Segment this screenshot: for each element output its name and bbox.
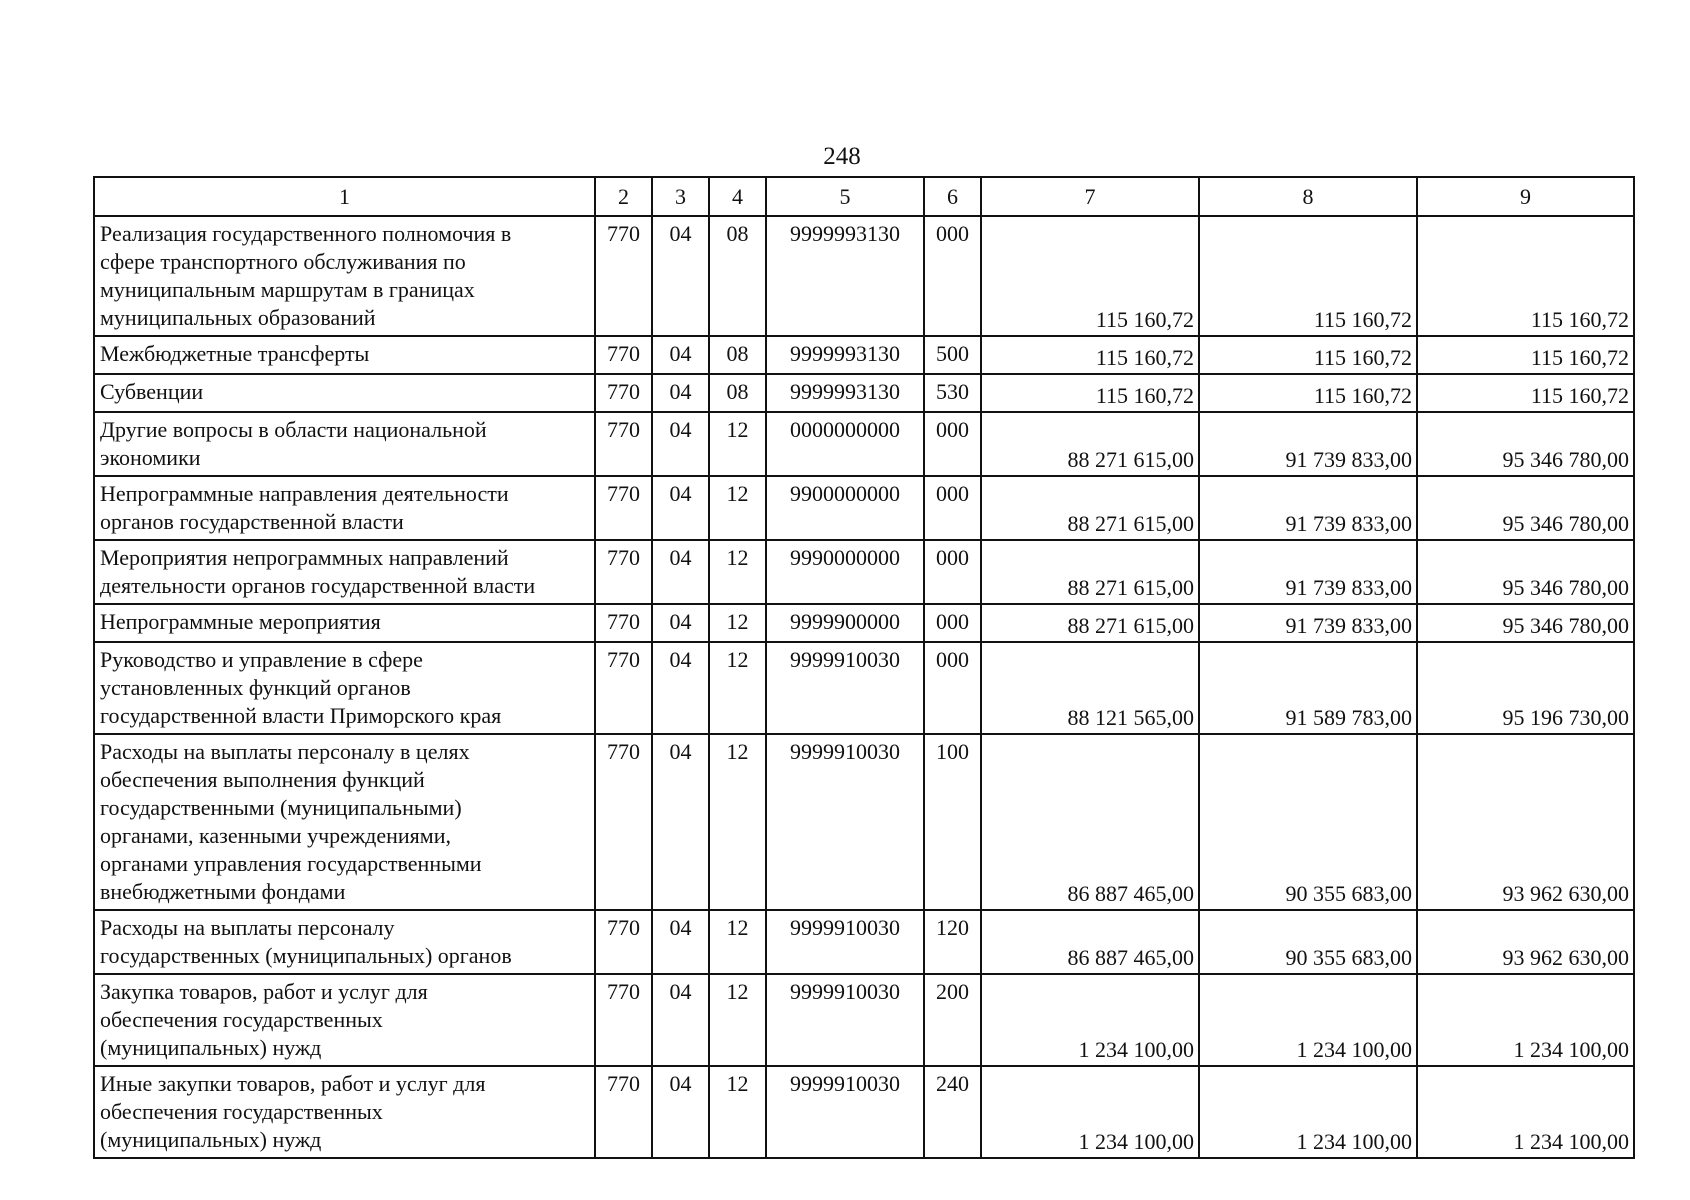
row-name: Реализация государственного полномочия в сфере транспортного обслуживания по муниципальным маршрутам в границах муниципальных образований bbox=[94, 216, 595, 336]
column-header: 7 bbox=[981, 177, 1199, 216]
table-row bbox=[94, 336, 1634, 374]
table-row bbox=[94, 642, 1634, 734]
cell-amount-7: 88 271 615,00 bbox=[981, 476, 1199, 540]
cell-code-3: 04 bbox=[652, 476, 709, 540]
column-header: 8 bbox=[1199, 177, 1417, 216]
cell-code-4: 12 bbox=[709, 540, 766, 604]
cell-amount-9: 93 962 630,00 bbox=[1417, 910, 1634, 974]
cell-code-6: 000 bbox=[924, 476, 981, 540]
cell-code-2: 770 bbox=[595, 540, 652, 604]
cell-code-4: 08 bbox=[709, 216, 766, 336]
cell-code-2: 770 bbox=[595, 412, 652, 476]
cell-code-6: 530 bbox=[924, 374, 981, 412]
cell-code-4: 12 bbox=[709, 604, 766, 642]
table-row bbox=[94, 974, 1634, 1066]
cell-code-2: 770 bbox=[595, 1066, 652, 1158]
cell-amount-9: 95 346 780,00 bbox=[1417, 540, 1634, 604]
cell-amount-7: 88 271 615,00 bbox=[981, 412, 1199, 476]
cell-amount-7: 88 121 565,00 bbox=[981, 642, 1199, 734]
table-row bbox=[94, 476, 1634, 540]
cell-code-3: 04 bbox=[652, 604, 709, 642]
cell-amount-9: 95 346 780,00 bbox=[1417, 412, 1634, 476]
cell-code-5: 9990000000 bbox=[766, 540, 924, 604]
cell-code-3: 04 bbox=[652, 540, 709, 604]
row-name: Расходы на выплаты персоналу в целях обеспечения выполнения функций государственными (муниципальными) органами, казенными учреждениями, органами управления государственными внебюджетными фондами bbox=[94, 734, 595, 910]
table-row bbox=[94, 374, 1634, 412]
cell-amount-8: 1 234 100,00 bbox=[1199, 974, 1417, 1066]
cell-amount-8: 91 739 833,00 bbox=[1199, 476, 1417, 540]
row-name: Закупка товаров, работ и услуг для обеспечения государственных (муниципальных) нужд bbox=[94, 974, 595, 1066]
header-row bbox=[94, 177, 1634, 216]
cell-amount-8: 1 234 100,00 bbox=[1199, 1066, 1417, 1158]
cell-amount-7: 115 160,72 bbox=[981, 216, 1199, 336]
cell-amount-7: 115 160,72 bbox=[981, 374, 1199, 412]
table-row bbox=[94, 216, 1634, 336]
cell-code-6: 000 bbox=[924, 216, 981, 336]
cell-amount-9: 115 160,72 bbox=[1417, 216, 1634, 336]
cell-amount-8: 115 160,72 bbox=[1199, 216, 1417, 336]
cell-code-2: 770 bbox=[595, 604, 652, 642]
cell-amount-9: 1 234 100,00 bbox=[1417, 974, 1634, 1066]
cell-code-3: 04 bbox=[652, 336, 709, 374]
row-name: Непрограммные мероприятия bbox=[94, 604, 595, 642]
cell-amount-7: 1 234 100,00 bbox=[981, 1066, 1199, 1158]
cell-amount-9: 115 160,72 bbox=[1417, 374, 1634, 412]
cell-code-3: 04 bbox=[652, 734, 709, 910]
cell-amount-9: 95 346 780,00 bbox=[1417, 604, 1634, 642]
cell-code-3: 04 bbox=[652, 1066, 709, 1158]
cell-amount-8: 115 160,72 bbox=[1199, 336, 1417, 374]
cell-code-5: 9999910030 bbox=[766, 642, 924, 734]
cell-code-4: 12 bbox=[709, 642, 766, 734]
cell-code-5: 9999910030 bbox=[766, 910, 924, 974]
cell-code-2: 770 bbox=[595, 910, 652, 974]
cell-code-4: 12 bbox=[709, 974, 766, 1066]
column-header: 4 bbox=[709, 177, 766, 216]
cell-code-6: 100 bbox=[924, 734, 981, 910]
cell-code-2: 770 bbox=[595, 336, 652, 374]
cell-code-6: 000 bbox=[924, 540, 981, 604]
cell-code-6: 000 bbox=[924, 604, 981, 642]
column-header: 1 bbox=[94, 177, 595, 216]
cell-code-2: 770 bbox=[595, 974, 652, 1066]
row-name: Расходы на выплаты персоналу государственных (муниципальных) органов bbox=[94, 910, 595, 974]
cell-amount-7: 88 271 615,00 bbox=[981, 604, 1199, 642]
cell-code-4: 12 bbox=[709, 910, 766, 974]
cell-code-4: 12 bbox=[709, 412, 766, 476]
cell-code-6: 000 bbox=[924, 642, 981, 734]
table-body bbox=[94, 216, 1634, 1158]
cell-amount-8: 91 589 783,00 bbox=[1199, 642, 1417, 734]
cell-amount-8: 90 355 683,00 bbox=[1199, 910, 1417, 974]
cell-amount-7: 88 271 615,00 bbox=[981, 540, 1199, 604]
table-row bbox=[94, 604, 1634, 642]
cell-code-5: 0000000000 bbox=[766, 412, 924, 476]
cell-code-6: 500 bbox=[924, 336, 981, 374]
cell-code-4: 08 bbox=[709, 374, 766, 412]
cell-amount-8: 91 739 833,00 bbox=[1199, 540, 1417, 604]
column-header: 6 bbox=[924, 177, 981, 216]
cell-amount-9: 93 962 630,00 bbox=[1417, 734, 1634, 910]
cell-code-3: 04 bbox=[652, 412, 709, 476]
cell-amount-7: 86 887 465,00 bbox=[981, 734, 1199, 910]
budget-table bbox=[93, 176, 1635, 1159]
cell-amount-8: 91 739 833,00 bbox=[1199, 604, 1417, 642]
row-name: Межбюджетные трансферты bbox=[94, 336, 595, 374]
cell-code-4: 08 bbox=[709, 336, 766, 374]
cell-code-4: 12 bbox=[709, 734, 766, 910]
table-row bbox=[94, 540, 1634, 604]
row-name: Другие вопросы в области национальной экономики bbox=[94, 412, 595, 476]
cell-code-5: 9999993130 bbox=[766, 216, 924, 336]
table-row bbox=[94, 910, 1634, 974]
table-row bbox=[94, 412, 1634, 476]
row-name: Руководство и управление в сфере установленных функций органов государственной власти Приморского края bbox=[94, 642, 595, 734]
cell-code-3: 04 bbox=[652, 216, 709, 336]
cell-amount-9: 115 160,72 bbox=[1417, 336, 1634, 374]
row-name: Субвенции bbox=[94, 374, 595, 412]
cell-code-6: 120 bbox=[924, 910, 981, 974]
page-number: 248 bbox=[823, 143, 861, 170]
cell-code-2: 770 bbox=[595, 476, 652, 540]
cell-code-5: 9999910030 bbox=[766, 734, 924, 910]
cell-amount-7: 115 160,72 bbox=[981, 336, 1199, 374]
cell-code-2: 770 bbox=[595, 734, 652, 910]
cell-code-3: 04 bbox=[652, 374, 709, 412]
row-name: Мероприятия непрограммных направлений деятельности органов государственной власти bbox=[94, 540, 595, 604]
cell-amount-9: 95 346 780,00 bbox=[1417, 476, 1634, 540]
cell-code-4: 12 bbox=[709, 1066, 766, 1158]
row-name: Иные закупки товаров, работ и услуг для обеспечения государственных (муниципальных) нужд bbox=[94, 1066, 595, 1158]
cell-code-4: 12 bbox=[709, 476, 766, 540]
cell-code-5: 9900000000 bbox=[766, 476, 924, 540]
cell-code-2: 770 bbox=[595, 216, 652, 336]
column-header: 5 bbox=[766, 177, 924, 216]
cell-code-5: 9999910030 bbox=[766, 1066, 924, 1158]
cell-amount-7: 1 234 100,00 bbox=[981, 974, 1199, 1066]
column-header: 2 bbox=[595, 177, 652, 216]
cell-amount-8: 115 160,72 bbox=[1199, 374, 1417, 412]
cell-code-5: 9999993130 bbox=[766, 374, 924, 412]
cell-code-5: 9999993130 bbox=[766, 336, 924, 374]
table-row bbox=[94, 1066, 1634, 1158]
cell-code-3: 04 bbox=[652, 910, 709, 974]
cell-amount-9: 95 196 730,00 bbox=[1417, 642, 1634, 734]
cell-code-5: 9999910030 bbox=[766, 974, 924, 1066]
cell-code-6: 200 bbox=[924, 974, 981, 1066]
cell-code-5: 9999900000 bbox=[766, 604, 924, 642]
cell-amount-8: 90 355 683,00 bbox=[1199, 734, 1417, 910]
cell-code-6: 000 bbox=[924, 412, 981, 476]
cell-amount-8: 91 739 833,00 bbox=[1199, 412, 1417, 476]
column-header: 9 bbox=[1417, 177, 1634, 216]
cell-code-6: 240 bbox=[924, 1066, 981, 1158]
cell-code-2: 770 bbox=[595, 374, 652, 412]
cell-amount-7: 86 887 465,00 bbox=[981, 910, 1199, 974]
table-row bbox=[94, 734, 1634, 910]
row-name: Непрограммные направления деятельности органов государственной власти bbox=[94, 476, 595, 540]
cell-code-2: 770 bbox=[595, 642, 652, 734]
column-header: 3 bbox=[652, 177, 709, 216]
cell-code-3: 04 bbox=[652, 974, 709, 1066]
cell-amount-9: 1 234 100,00 bbox=[1417, 1066, 1634, 1158]
cell-code-3: 04 bbox=[652, 642, 709, 734]
